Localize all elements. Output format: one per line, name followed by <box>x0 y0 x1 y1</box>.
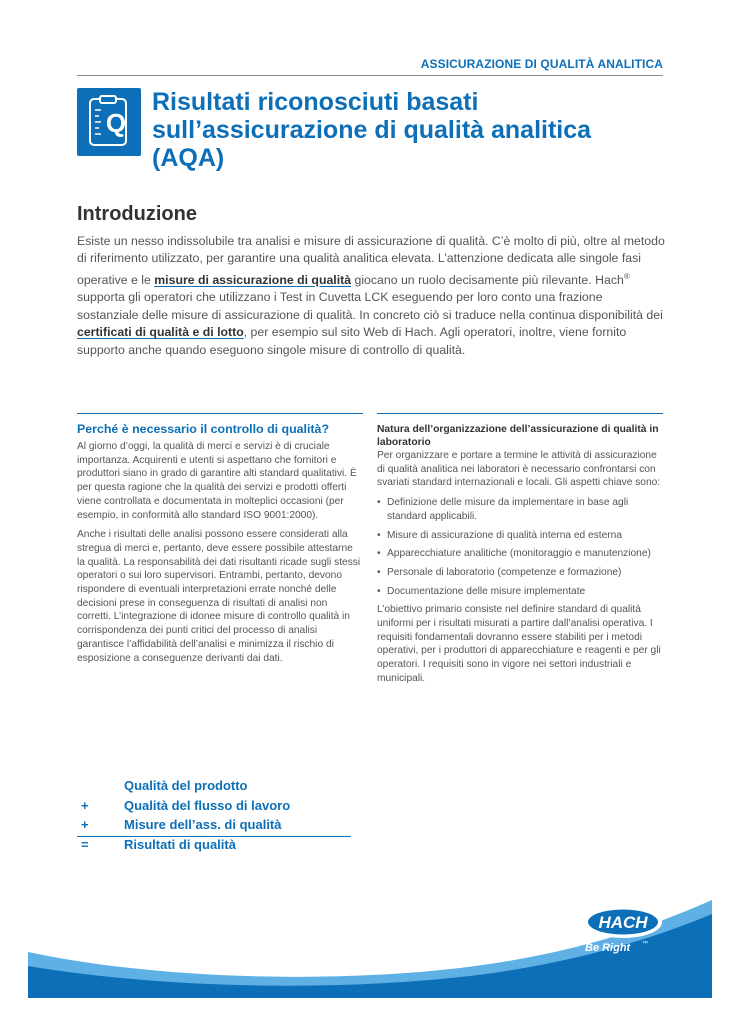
brand-tagline: Be Right <box>585 942 631 954</box>
page-title <box>152 88 672 172</box>
registered-mark: ® <box>623 271 630 281</box>
intro-text-4: , per esempio sul sito Web di Hach. Agli operatori, inoltre, viene fornito supporto anche quando eseguono singole misure di controllo di qualità. <box>77 325 627 357</box>
intro-bold-link-1: misure di assicurazione di qualità <box>154 272 352 287</box>
intro-text-3: supporta gli operatori che utilizzano i Test in Cuvetta LCK eseguendo per loro conto una frazione sostanziale delle misure di assicurazione di qualità. In concreto ciò si traduce nella continua disponibilità dei <box>77 290 663 322</box>
formula-row <box>77 837 357 857</box>
formula-row <box>77 817 357 837</box>
logo-registered-mark: ® <box>665 909 671 916</box>
formula-text: Misure dell’ass. di qualità <box>124 817 282 832</box>
formula-operator: + <box>81 817 89 832</box>
formula-operator: + <box>81 797 89 813</box>
intro-heading: Introduzione <box>77 203 197 225</box>
left-column <box>77 422 363 671</box>
icon-letter: Q <box>105 108 127 138</box>
right-heading: Natura dell’organizzazione dell’assicurazione di qualità in laboratorio <box>377 424 659 448</box>
title-line-2: sull’assicurazione di qualità analitica <box>152 116 592 144</box>
quality-clipboard-icon <box>77 88 141 156</box>
list-item: • Misure di assicurazione di qualità interna ed esterna <box>377 529 663 543</box>
hach-logo <box>583 904 679 961</box>
intro-text-1: Esiste un nesso indissolubile tra analisi e misure di assicurazione di qualità. C’è molto di più, oltre al metodo di riferimento utilizzato, per garantire una qualità analitica elevata. L’attenzione dedicata alle singole fasi operative e le <box>77 234 665 287</box>
section-label: ASSICURAZIONE DI QUALITÀ ANALITICA <box>420 57 663 71</box>
quality-formula <box>77 778 357 856</box>
title-line-3: (AQA) <box>152 144 225 172</box>
formula-row <box>77 798 357 818</box>
list-item: • Apparecchiature analitiche (monitoraggio e manutenzione) <box>377 547 663 561</box>
tagline-trademark: ™ <box>642 941 648 947</box>
intro-paragraph <box>77 233 667 359</box>
right-column-divider <box>377 413 663 414</box>
intro-bold-link-2: certificati di qualità e di lotto <box>77 325 244 340</box>
right-column <box>377 423 663 692</box>
right-paragraph-2: L’obiettivo primario consiste nel definire standard di qualità uniformi per i risultati misurati a partire dall’analisi operativa. I requisiti fondamentali dovranno essere stabiliti per i metodi operativi, per i produttori di apparecchiature e reagenti e per gli operatori. I requisiti sono in vigore nei settori industriali e municipali. <box>377 604 661 684</box>
formula-text: Qualità del prodotto <box>124 778 248 793</box>
formula-text: Qualità del flusso di lavoro <box>124 797 291 813</box>
header-divider <box>77 75 663 76</box>
title-line-1: Risultati riconosciuti basati <box>152 88 479 116</box>
right-paragraph-1: Per organizzare e portare a termine le attività di assicurazione di qualità analitica nei laboratori è necessario confrontarsi con svariati standard internazionali e locali. Gli aspetti chiave sono: <box>377 450 661 489</box>
logo-wordmark: HACH <box>598 913 648 932</box>
left-paragraph-2: Anche i risultati delle analisi possono essere considerati alla stregua di merci e, pertanto, deve essere possibile attestarne la qualità. La responsabilità dei dati risultanti ricade sugli stessi operatori o sui loro supervisori. Entrambi, pertanto, devono rispondere di eventuali interpretazioni errate nonché delle decisioni prese in conseguenza di risultati di analisi non corretti. L’integrazione di idonee misure di controllo qualità in corrispondenza dei punti critici del processo di analisi garantisce l’affidabilità dell’analisi e minimizza il rischio di esposizione a conseguenze derivanti dai dati. <box>77 529 361 664</box>
intro-text-2: giocano un ruolo decisamente più rilevante. Hach <box>351 272 624 287</box>
left-column-divider <box>77 413 363 414</box>
list-item: • Definizione delle misure da implementare in base agli standard applicabili. <box>377 496 663 523</box>
key-aspects-list <box>377 496 663 598</box>
left-paragraph-1: Al giorno d’oggi, la qualità di merci e servizi è di cruciale importanza. Acquirenti e utenti si aspettano che fornitori e produttori siano in grado di garantire alti standard qualitativi. È per questa ragione che la qualità dei servizi e prodotti offerti viene controllata e documentata in molteplici occasioni (per esempio, in conformità allo standard ISO 9001:2000). <box>77 441 357 521</box>
formula-operator: = <box>81 836 89 852</box>
formula-row <box>77 778 357 798</box>
left-heading: Perché è necessario il controllo di qualità? <box>77 422 330 436</box>
list-item: • Documentazione delle misure implementate <box>377 585 663 599</box>
formula-text: Risultati di qualità <box>124 836 236 852</box>
list-item: • Personale di laboratorio (competenze e formazione) <box>377 566 663 580</box>
